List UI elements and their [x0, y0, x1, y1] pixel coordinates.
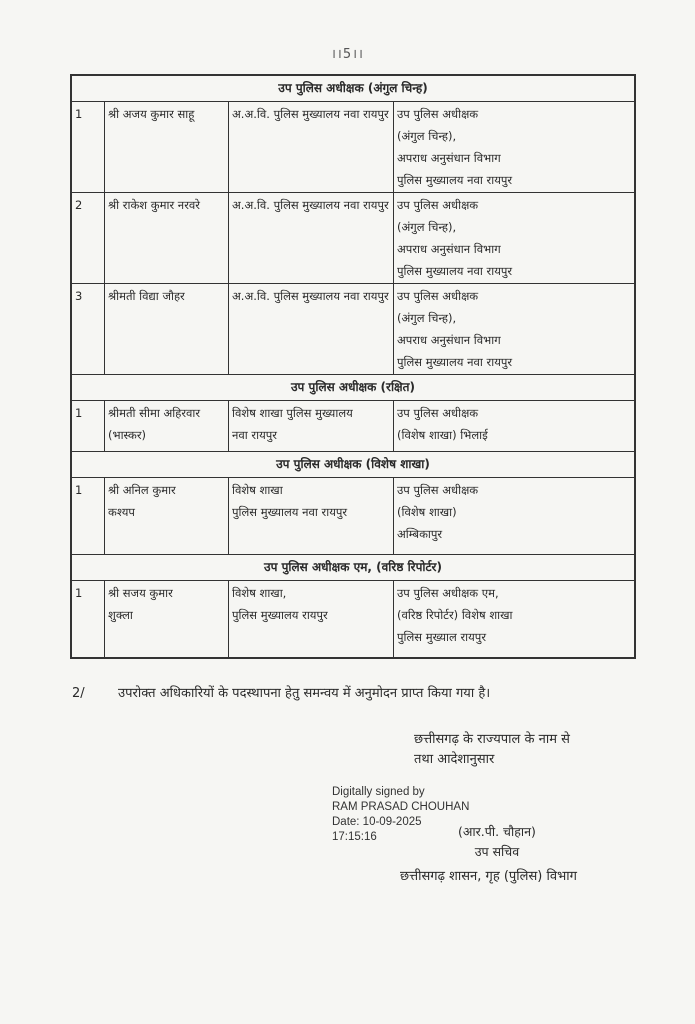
serial-number: 1	[75, 586, 83, 600]
order-authority: छत्तीसगढ़ के राज्यपाल के नाम से तथा आदेशानुसार	[414, 732, 570, 767]
section-heading: उप पुलिस अधीक्षक (विशेष शाखा)	[72, 452, 634, 478]
new-posting: उप पुलिस अधीक्षक (विशेष शाखा) अम्बिकापुर	[393, 478, 634, 554]
section-heading: उप पुलिस अधीक्षक (रक्षित)	[72, 375, 634, 401]
serial-number: 3	[75, 289, 83, 303]
officer-name: श्री अजय कुमार साहू	[104, 102, 228, 192]
serial-number: 1	[75, 406, 83, 420]
current-posting: विशेष शाखा पुलिस मुख्यालय नवा रायपुर	[228, 478, 393, 554]
officer-name: श्री अनिल कुमार कश्यप	[104, 478, 228, 554]
new-posting: उप पुलिस अधीक्षक एम, (वरिष्ठ रिपोर्टर) विशेष शाखा पुलिस मुख्याल रायपुर	[393, 581, 634, 657]
new-posting: उप पुलिस अधीक्षक (विशेष शाखा) भिलाई	[393, 401, 634, 451]
digital-signature	[332, 785, 469, 845]
dsig-time: 17:15:16	[332, 831, 377, 843]
new-posting: उप पुलिस अधीक्षक (अंगुल चिन्ह), अपराध अनुसंधान विभाग पुलिस मुख्यालय नवा रायपुर	[393, 102, 634, 192]
approval-paragraph	[72, 683, 662, 701]
transfer-orders-table	[70, 74, 636, 659]
new-posting: उप पुलिस अधीक्षक (अंगुल चिन्ह), अपराध अनुसंधान विभाग पुलिस मुख्यालय नवा रायपुर	[393, 284, 634, 374]
officer-name: श्री सजय कुमार शुक्ला	[104, 581, 228, 657]
table-row	[72, 193, 634, 284]
current-posting: अ.अ.वि. पुलिस मुख्यालय नवा रायपुर	[228, 193, 393, 283]
serial-number: 2	[75, 198, 83, 212]
current-posting: अ.अ.वि. पुलिस मुख्यालय नवा रायपुर	[228, 284, 393, 374]
serial-number: 1	[75, 107, 83, 121]
table-row	[72, 102, 634, 193]
new-posting: उप पुलिस अधीक्षक (अंगुल चिन्ह), अपराध अनुसंधान विभाग पुलिस मुख्यालय नवा रायपुर	[393, 193, 634, 283]
officer-name: श्रीमती सीमा अहिरवार (भास्कर)	[104, 401, 228, 451]
dsig-line: Digitally signed by	[332, 786, 425, 798]
department-name: छत्तीसगढ़ शासन, गृह (पुलिस) विभाग	[400, 869, 577, 884]
table-row	[72, 581, 634, 657]
section-heading: उप पुलिस अधीक्षक (अंगुल चिन्ह)	[72, 76, 634, 102]
paragraph-number: 2/	[72, 686, 85, 701]
table-row	[72, 478, 634, 555]
current-posting: विशेष शाखा पुलिस मुख्यालय नवा रायपुर	[228, 401, 393, 451]
table-row	[72, 401, 634, 452]
dsig-signer: RAM PRASAD CHOUHAN	[332, 801, 470, 813]
table-row	[72, 284, 634, 375]
current-posting: विशेष शाखा, पुलिस मुख्यालय रायपुर	[228, 581, 393, 657]
dsig-date: Date: 10-09-2025	[332, 816, 422, 828]
signing-officer: (आर.पी. चौहान) उप सचिव	[458, 824, 536, 859]
officer-name: श्री राकेश कुमार नरवरे	[104, 193, 228, 283]
officer-name: श्रीमती विद्या जौहर	[104, 284, 228, 374]
approval-text: उपरोक्त अधिकारियों के पदस्थापना हेतु समन्वय में अनुमोदन प्राप्त किया गया है।	[118, 686, 491, 701]
page-number: ।।5।।	[331, 47, 364, 62]
section-heading: उप पुलिस अधीक्षक एम, (वरिष्ठ रिपोर्टर)	[72, 555, 634, 581]
serial-number: 1	[75, 483, 83, 497]
current-posting: अ.अ.वि. पुलिस मुख्यालय नवा रायपुर	[228, 102, 393, 192]
